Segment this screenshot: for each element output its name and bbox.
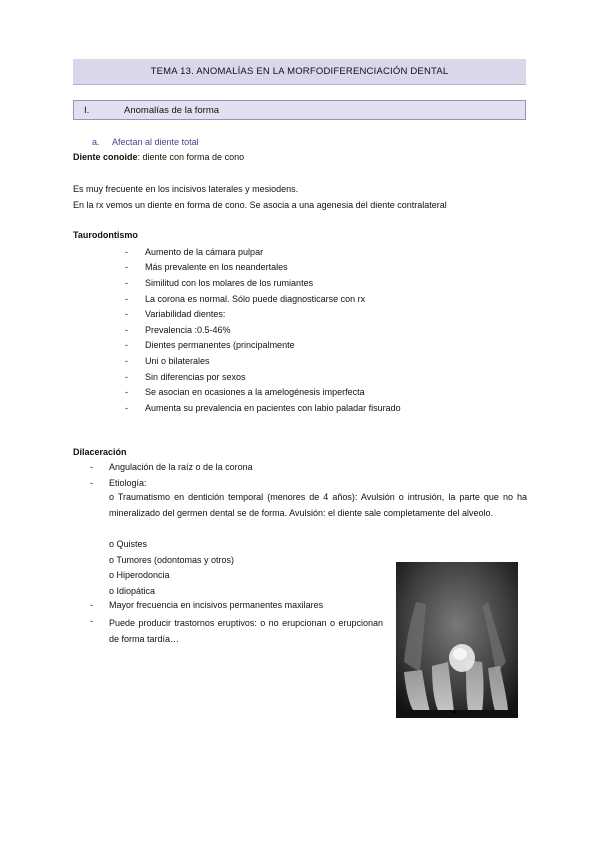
list-item: - Variabilidad dientes: [125,309,226,320]
list-item: o Tumores (odontomas y otros) [109,554,235,565]
dilaceracion-heading: Dilaceración [73,447,127,457]
subsection-heading [92,137,199,147]
list-item: - Aumento de la cámara pulpar [125,246,264,257]
xray-illustration [396,562,518,718]
section-number: I. [84,104,90,116]
section-label: Anomalías de la forma [124,104,220,116]
etiologia-paragraph: o Traumatismo en dentición temporal (menores de 4 años): Avulsión o intrusión, la parte que no ha mineralizado del germen dental se de forma. Avulsión: el diente sale completamente del alveolo. [109,492,527,518]
dilaceracion-item-4: - Puede producir trastornos eruptivos: o no erupcionan o erupcionan de forma tardía… [90,616,383,644]
dilaceracion-item-2: - Etiología: [90,478,147,488]
subsection-letter: a. [92,137,100,147]
conoide-definition [73,152,244,162]
conoide-line-2: En la rx vemos un diente en forma de cono. Se asocia a una agenesia del diente contralateral [73,200,447,210]
taurodontismo-heading: Taurodontismo [73,230,138,240]
list-item: - Más prevalente en los neandertales [125,262,288,273]
dilaceracion-item-1: - Angulación de la raíz o de la corona [90,462,253,472]
subsection-label: Afectan al diente total [112,137,199,147]
conoide-term: Diente conoide [73,152,138,162]
list-item: - Prevalencia :0.5-46% [125,324,231,335]
taurodontismo-list [125,244,401,416]
etiologia-list [109,537,234,599]
list-item: - Dientes permanentes (principalmente [125,340,295,351]
chapter-title-box [73,59,526,85]
dental-xray-image [396,562,518,718]
list-item: - Se asocian en ocasiones a la amelogénesis imperfecta [125,387,365,398]
conoide-definition-text: : diente con forma de cono [137,152,245,162]
list-item: - La corona es normal. Sólo puede diagnosticarse con rx [125,293,366,304]
list-item: - Uni o bilaterales [125,355,210,366]
list-item: o Hiperodoncia [109,570,170,580]
list-item: o Idiopática [109,585,156,596]
dilaceracion-item-3: - Mayor frecuencia en incisivos permanentes maxilares [90,600,324,610]
list-item: o Quistes [109,539,148,549]
list-item: - Similitud con los molares de los rumiantes [125,277,314,288]
conoide-line-1: Es muy frecuente en los incisivos laterales y mesiodens. [73,184,299,194]
chapter-title: TEMA 13. ANOMALÍAS EN LA MORFODIFERENCIACIÓN DENTAL [150,66,449,77]
section-heading-box [73,100,526,120]
list-item: - Sin diferencias por sexos [125,371,246,382]
list-item: - Aumenta su prevalencia en pacientes con labio paladar fisurado [125,402,401,413]
